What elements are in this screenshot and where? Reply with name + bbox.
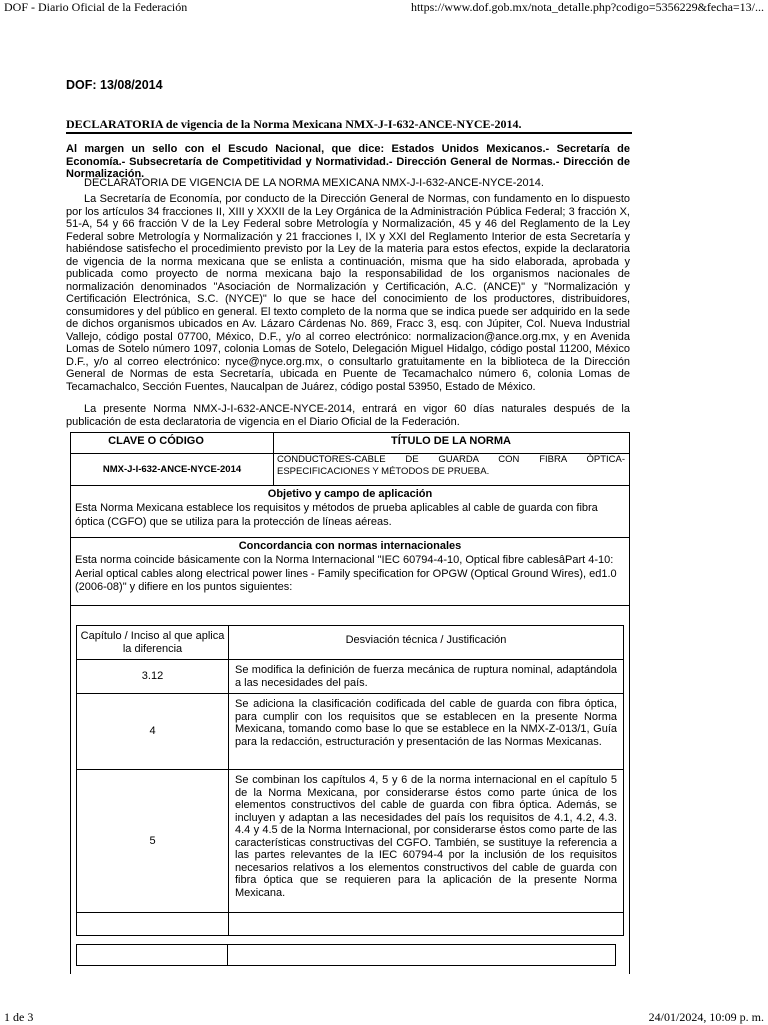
header-norm-title: TÍTULO DE LA NORMA xyxy=(391,435,511,447)
deviation-row-empty xyxy=(77,913,623,935)
concordance-heading: Concordancia con normas internacionales xyxy=(238,540,462,552)
deviation-row xyxy=(77,694,623,770)
deviation-text: Se adiciona la clasificación codificada del cable de guarda con fibra óptica, para cumplir con los requisitos que se establecen en la presente Norma Mexicana, tomando como base lo que se establece en la NMX-Z-013/1, Guía para la redacción, estructuración y presentación de las Normas Mexicanas. xyxy=(235,698,617,748)
deviation-row xyxy=(77,770,623,913)
deviations-table xyxy=(76,625,624,936)
deviation-text: Se modifica la definición de fuerza mecánica de ruptura nominal, adaptándola a las necesidades del país. xyxy=(235,664,617,689)
seal-notice: Al margen un sello con el Escudo Nacional, que dice: Estados Unidos Mexicanos.- Secretaría de Economía.- Subsecretaría de Competitividad y Normatividad.- Dirección General de Normas.- Dirección de Normalización. xyxy=(66,143,630,180)
continuation-row xyxy=(76,944,616,966)
concordance-section xyxy=(71,538,629,606)
header-code: CLAVE O CÓDIGO xyxy=(108,435,204,447)
document-title xyxy=(66,117,632,132)
norm-title: CONDUCTORES-CABLE DE GUARDA CON FIBRA ÓPTICA-ESPECIFICACIONES Y MÉTODOS DE PRUEBA. xyxy=(277,454,625,477)
deviation-text xyxy=(229,913,623,921)
deviations-header-row xyxy=(77,626,623,660)
norm-code: NMX-J-I-632-ANCE-NYCE-2014 xyxy=(102,464,242,475)
norm-table-data-row xyxy=(71,454,629,486)
dof-date: DOF: 13/08/2014 xyxy=(66,78,163,92)
objective-text: Esta Norma Mexicana establece los requisitos y métodos de prueba aplicables al cable de guarda con fibra óptica (CGFO) que se utiliza para la protección de líneas aéreas. xyxy=(75,502,598,528)
title-divider xyxy=(66,132,632,134)
deviation-text: Se combinan los capítulos 4, 5 y 6 de la norma internacional en el capítulo 5 de la Norma Mexicana, por considerarse éstos como parte única de los elementos constructivos del cable de guarda con fibra óptica. Además, se incluyen y adaptan a las necesidades del país los requisitos de 4.1, 4.2, 4.3. 4.4 y 4.5 de la Norma Internacional, por considerarse éstos como parte de las características constructivas del CGFO. También, se sustituye la referencia a las partes relevantes de la IEC 60794-4 por la inclusión de los requisitos necesarios relativos a los elementos constructivos del cable de guarda con fibra óptica que se requieren para la aplicación de la presente Norma Mexicana. xyxy=(235,774,617,899)
column-divider xyxy=(273,454,274,485)
page-url[interactable]: https://www.dof.gob.mx/nota_detalle.php?codigo=5356229&fecha=13/... xyxy=(410,0,764,14)
deviation-chapter: 4 xyxy=(77,694,229,769)
objective-heading: Objetivo y campo de aplicación xyxy=(267,488,433,500)
declaration-heading-paragraph: DECLARATORIA DE VIGENCIA DE LA NORMA MEXICANA NMX-J-I-632-ANCE-NYCE-2014. xyxy=(84,177,544,189)
objective-section xyxy=(71,486,629,538)
deviation-chapter xyxy=(77,913,229,935)
header-chapter: Capítulo / Inciso al que aplica la diferencia xyxy=(77,626,229,659)
header-justification: Desviación técnica / Justificación xyxy=(345,634,507,646)
effective-date-paragraph: La presente Norma NMX-J-I-632-ANCE-NYCE-2014, entrará en vigor 60 días naturales después de la publicación de esta declaratoria de vigencia en el Diario Oficial de la Federación. xyxy=(66,403,630,428)
document-title-rest: de vigencia de la Norma Mexicana NMX-J-I-632-ANCE-NYCE-2014. xyxy=(162,117,522,131)
norm-table-header-row xyxy=(71,433,629,454)
print-timestamp: 24/01/2024, 10:09 p. m. xyxy=(648,1010,764,1024)
deviation-chapter: 5 xyxy=(77,770,229,912)
page-title: DOF - Diario Oficial de la Federación xyxy=(4,0,188,14)
deviation-chapter: 3.12 xyxy=(77,660,229,693)
page-count: 1 de 3 xyxy=(4,1010,34,1024)
document-title-bold: DECLARATORIA xyxy=(66,117,163,131)
concordance-text: Esta norma coincide básicamente con la Norma Internacional "IEC 60794-4-10, Optical fibre cablesâPart 4-10: Aerial optical cables along electrical power lines - Family specification for OPGW (Optical Ground Wires), ed1.0 (2006-08)" y difiere en los puntos siguientes: xyxy=(75,554,617,593)
column-divider xyxy=(227,945,228,965)
deviation-row xyxy=(77,660,623,694)
legal-basis-paragraph: La Secretaría de Economía, por conducto de la Dirección General de Normas, con fundamento en lo dispuesto por los artículos 34 fracciones II, XIII y XXXII de la Ley Orgánica de la Administración Pública Federal; 3 fracción X, 51-A, 54 y 66 fracción V de la Ley Federal sobre Metrología y Normalización, 45 y 46 del Reglamento de la Ley Federal sobre Metrología y Normalización y 21 fracciones I, IX y XXI del Reglamento Interior de esta Secretaría y habiéndose satisfecho el procedimiento previsto por la Ley de la materia para estos efectos, expide la declaratoria de vigencia de la norma mexicana que se enlista a continuación, misma que ha sido elaborada, aprobada y publicada como proyecto de norma mexicana bajo la responsabilidad de los organismos nacionales de normalización denominados "Asociación de Normalización y Certificación, A.C. (ANCE)" y "Normalización y Certificación Electrónica, S.C. (NYCE)" lo que se hace del conocimiento de los productores, distribuidores, consumidores y del público en general. El texto completo de la norma que se indica puede ser adquirido en la sede de dichos organismos ubicados en Av. Lázaro Cárdenas No. 869, Fracc 3, esq. con Júpiter, Col. Nueva Industrial Vallejo, código postal 07700, México, D.F., y/o al correo electrónico: normalizacion@ance.org.mx, y en Avenida Lomas de Sotelo número 1097, colonia Lomas de Sotelo, Delegación Miguel Hidalgo, código postal 11200, México D.F., y/o al correo electrónico: nyce@nyce.org.mx, o consultarlo gratuitamente en la biblioteca de la Dirección General de Normas de esta Secretaría, ubicada en Puente de Tecamachalco número 6, colonia Lomas de Tecamachalco, Sección Fuentes, Naucalpan de Juárez, código postal 53950, Estado de México. xyxy=(66,193,630,393)
